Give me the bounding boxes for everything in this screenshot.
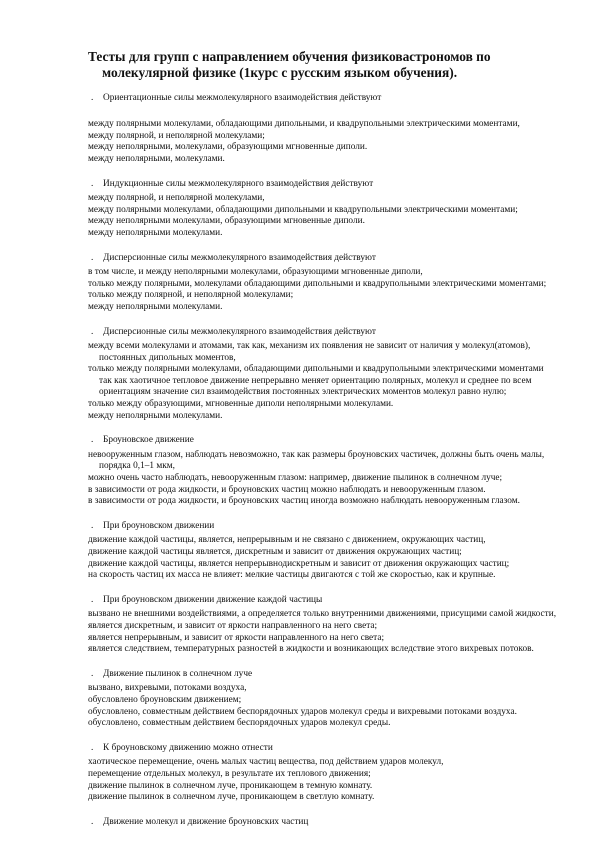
question-text bbox=[88, 253, 558, 265]
answer-option: движение пылинок в солнечном луче, проникающем в светлую комнату. bbox=[88, 792, 375, 803]
answer-option: только между полярной, и неполярной молекулами; bbox=[88, 290, 294, 301]
question-text bbox=[88, 179, 558, 191]
answer-option: обусловлено, совместным действием беспорядочных ударов молекул среды. bbox=[88, 718, 391, 729]
question-label: Движение молекул и движение броуновских частиц bbox=[103, 816, 309, 827]
question-block bbox=[88, 521, 558, 582]
answer-option: перемещение отдельных молекул, в результате их теплового движения; bbox=[88, 768, 371, 779]
answer-option: между полярной, и неполярной молекулами; bbox=[88, 130, 265, 141]
answer-option: движение каждой частицы является, дискретным и зависит от движения окружающих частиц; bbox=[88, 547, 462, 557]
question-label: При броуновском движении движение каждой частицы bbox=[103, 594, 323, 605]
answer-option: можно очень часто наблюдать, невооруженным глазом: например, движение пылинок в солнечном луче; bbox=[88, 473, 503, 484]
question-label: Движение пылинок в солнечном луче bbox=[103, 668, 253, 679]
question-block bbox=[88, 93, 558, 166]
answer-option: вызвано, вихревыми, потоками воздуха, bbox=[88, 683, 247, 694]
answer-option: между неполярными молекулами. bbox=[88, 227, 223, 238]
question-label: Индукционные силы межмолекулярного взаимодействия действуют bbox=[103, 178, 374, 189]
answer-option: на скорость частиц их масса не влияет: мелкие частицы двигаются с той же скоростью, как и крупные. bbox=[88, 570, 496, 581]
answer-option: только между полярными, молекулами обладающими дипольными и квадрупольными электрическими моментами; bbox=[88, 278, 547, 289]
title-line-1: Тесты для групп с направлением обучения физиковастрономов по bbox=[88, 49, 491, 64]
answer-option: между полярными молекулами, обладающими дипольными, и квадрупольными электрическими моментами, bbox=[88, 119, 520, 130]
question-marker: . bbox=[91, 93, 94, 103]
question-marker: . bbox=[91, 742, 94, 753]
question-label: Ориентационные силы межмолекулярного взаимодействия действуют bbox=[103, 93, 382, 103]
question-label: Дисперсионные силы межмолекулярного взаимодействия действуют bbox=[103, 252, 376, 263]
question-text bbox=[88, 93, 558, 105]
question-marker: . bbox=[91, 178, 94, 189]
question-text bbox=[88, 669, 558, 681]
question-marker: . bbox=[91, 252, 94, 263]
answer-option: обусловлено броуновским движением; bbox=[88, 694, 242, 705]
answer-option: в зависимости от рода жидкости, и броуновских частиц иногда возможно наблюдать невооруженным глазом. bbox=[88, 496, 520, 507]
question-marker: . bbox=[91, 816, 94, 827]
question-block bbox=[88, 179, 558, 240]
answer-option: вызвано не внешними воздействиями, а определяется только внутренними движениями, присущими самой жидкости, bbox=[88, 609, 557, 620]
question-text bbox=[88, 743, 558, 755]
answer-option: обусловлено, совместным действием беспорядочных ударов молекул среды и вихревыми потоками воздуха. bbox=[88, 706, 517, 717]
answer-option: между неполярными, молекулами, образующими мгновенные диполи. bbox=[88, 142, 368, 153]
answer-option: между неполярными, молекулами. bbox=[88, 153, 225, 164]
answer-option: хаотическое перемещение, очень малых частиц вещества, под действием ударов молекул, bbox=[88, 757, 444, 768]
question-label: К броуновскому движению можно отнести bbox=[103, 742, 273, 753]
question-text bbox=[88, 521, 558, 533]
question-label: Броуновское движение bbox=[103, 435, 194, 446]
question-block bbox=[88, 327, 558, 423]
answer-option: между полярными молекулами, обладающими дипольными и квадрупольными электрическими моментами; bbox=[88, 204, 518, 215]
question-block bbox=[88, 435, 558, 508]
answer-option: между неполярными молекулами. bbox=[88, 410, 223, 421]
answer-option: между неполярными молекулами. bbox=[88, 301, 223, 312]
answer-option: является непрерывным, и зависит от яркости направленного на него света; bbox=[88, 632, 385, 643]
questions-list bbox=[88, 93, 558, 841]
answer-option: между всеми молекулами и атомами, так как, механизм их появления не зависит от наличия у молекул(атомов), постоянных дипольных моментов, bbox=[88, 341, 531, 363]
question-label: При броуновском движении bbox=[103, 520, 215, 531]
title-line-2: молекулярной физике (1курс с русским языком обучения). bbox=[102, 65, 458, 80]
question-text bbox=[88, 435, 558, 447]
question-marker: . bbox=[91, 668, 94, 679]
answer-option: движение каждой частицы, является, непрерывным и не связано с движением, окружающих частиц, bbox=[88, 535, 486, 546]
answer-option: движение каждой частицы, является непрерывнодискретным и зависит от движения окружающих частиц; bbox=[88, 558, 510, 569]
page-title bbox=[88, 49, 528, 81]
question-label: Дисперсионные силы межмолекулярного взаимодействия действуют bbox=[103, 326, 376, 337]
question-block bbox=[88, 253, 558, 314]
question-block bbox=[88, 669, 558, 730]
question-block bbox=[88, 817, 558, 829]
question-marker: . bbox=[91, 594, 94, 605]
answer-option: в зависимости от рода жидкости, и броуновских частиц можно наблюдать и невооруженным глазом. bbox=[88, 484, 486, 495]
answer-option: движение пылинок в солнечном луче, проникающем в темную комнату. bbox=[88, 780, 373, 791]
question-block bbox=[88, 743, 558, 804]
question-marker: . bbox=[91, 326, 94, 337]
answer-option: между полярной, и неполярной молекулами, bbox=[88, 193, 265, 204]
answer-option: невооруженным глазом, наблюдать невозможно, так как размеры броуновских частичек, должны быть очень малы, порядка 0,1–1 мкм, bbox=[88, 449, 545, 472]
question-text bbox=[88, 595, 558, 607]
question-text bbox=[88, 327, 558, 339]
answer-option: только между полярными молекулами, обладающими дипольными и квадрупольными электрическими моментами так как хаотичное тепловое движение непрерывно меняет ориентацию полярных, молекул и среднее по всем ориентациям значение сил взаимодействия постоянных электрических моментов молекул равно нулю; bbox=[88, 364, 544, 398]
answer-option: в том числе, и между неполярными молекулами, образующими мгновенные диполи, bbox=[88, 267, 423, 278]
answer-option: только между образующими, мгновенные диполи неполярными молекулами. bbox=[88, 399, 394, 410]
answer-option: между неполярными молекулами, образующими мгновенные диполи. bbox=[88, 216, 365, 227]
blank-line bbox=[88, 108, 558, 120]
question-text bbox=[88, 817, 558, 829]
answer-option: является следствием, температурных разностей в жидкости и возникающих вследствие этого вихревых потоков. bbox=[88, 644, 534, 655]
question-marker: . bbox=[91, 435, 94, 446]
question-marker: . bbox=[91, 520, 94, 531]
answer-option: является дискретным, и зависит от яркости направленного на него света; bbox=[88, 620, 378, 631]
question-block bbox=[88, 595, 558, 656]
